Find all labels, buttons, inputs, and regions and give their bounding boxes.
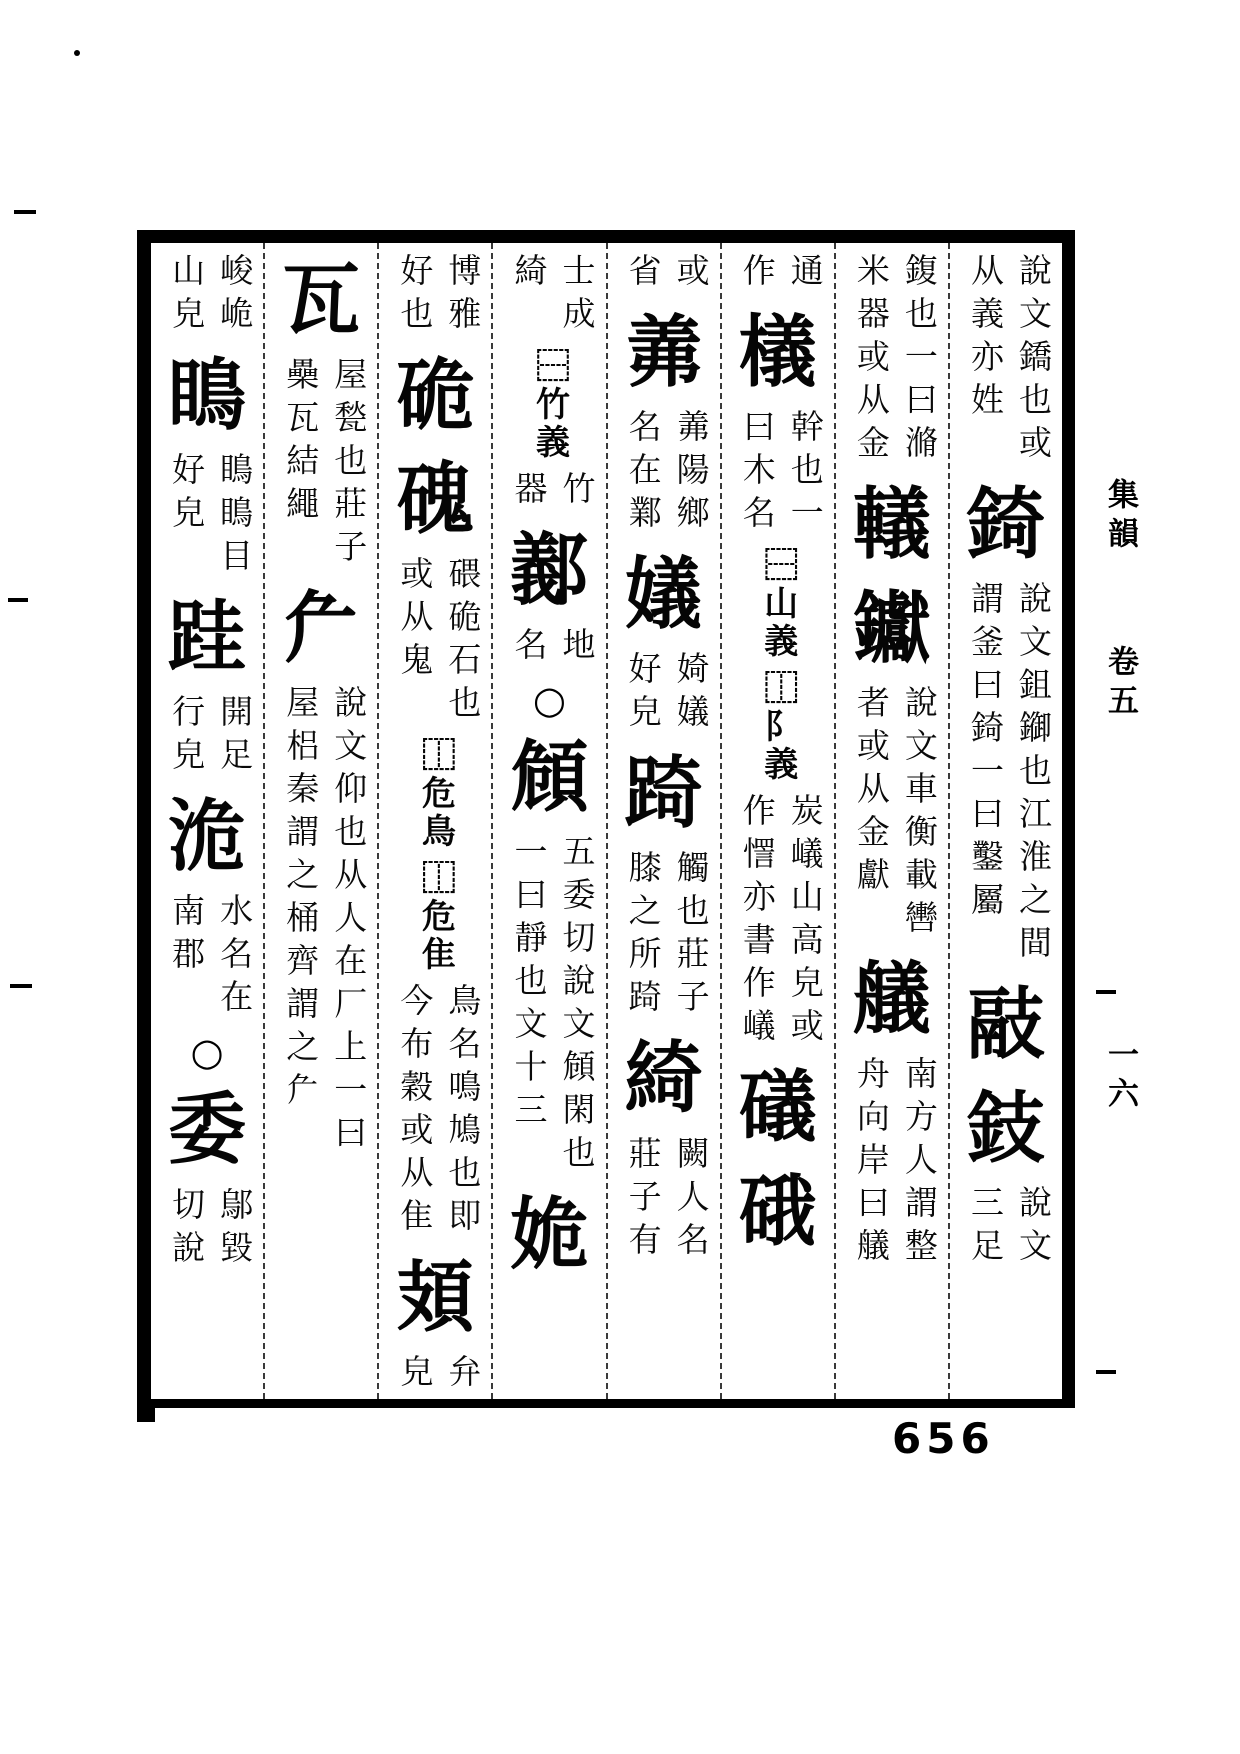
annotation-pair (836, 253, 948, 468)
annotation-left: 今布穀或从隹 (395, 983, 435, 1242)
annotation-left: 器 (509, 471, 549, 514)
headword-char: 礒 (738, 1062, 817, 1154)
annotation-pair (379, 556, 491, 728)
annotation-left: 三足 (965, 1185, 1005, 1272)
annotation-left: 皃 (395, 1354, 435, 1398)
annotation-pair (608, 409, 720, 538)
headword-char: 洈 (168, 791, 247, 883)
annotation-pair (493, 627, 605, 670)
annotation-right: 通 (785, 253, 825, 296)
headword-char: 硊 (396, 350, 475, 441)
annotation-left: 作㦒亦書作嶬 (737, 793, 777, 1052)
annotation-right: 鳥名鳴鳩也即 (443, 983, 483, 1242)
annotation-pair (950, 253, 1062, 468)
border-nub (137, 1406, 155, 1422)
annotation-pair (722, 409, 834, 538)
headword-char: 錡 (966, 479, 1045, 570)
annotation-left: 南郡 (167, 893, 207, 980)
headword-char: 委 (168, 1084, 247, 1176)
annotation-pair (722, 253, 834, 296)
headword-char: 䰙 (966, 979, 1045, 1071)
headword-char: 磈 (396, 454, 475, 546)
headword-char: ⿰危隹 (415, 860, 456, 975)
annotation-left: 米器或从金 (851, 253, 891, 468)
text-column (377, 243, 491, 1399)
annotation-right: 或 (671, 253, 711, 296)
annotation-right: 說文車衡載轡 (899, 685, 939, 944)
text-column (151, 243, 263, 1399)
group-separator-mark: ○ (532, 678, 567, 723)
headword-char: 瞗 (168, 350, 247, 441)
headword-char: 厃 (282, 583, 361, 675)
annotation-left: 好也 (395, 253, 435, 339)
banxin-folio: 一六 (1102, 1038, 1138, 1116)
banxin-dash (1096, 990, 1116, 994)
annotation-left: 名在鄴 (623, 409, 663, 539)
page-number: 656 (892, 1414, 995, 1463)
text-columns-container (151, 243, 1062, 1399)
annotation-left: 舟向岸曰艤 (851, 1056, 891, 1272)
page-border-box (137, 230, 1075, 1408)
annotation-pair (493, 471, 605, 514)
text-column (491, 243, 605, 1399)
annotation-right: 弁 (443, 1354, 483, 1398)
annotation-left: 櫐瓦結繩 (281, 357, 321, 530)
headword-char: 䣡 (510, 525, 589, 616)
margin-mark (14, 210, 36, 214)
headword-char: 綺 (624, 1033, 703, 1125)
banxin-volume: 卷五 (1102, 645, 1138, 723)
banxin-strip (1092, 230, 1148, 1408)
annotation-pair (151, 253, 263, 339)
annotation-right: 鄔毀 (215, 1186, 255, 1273)
annotation-right: 觸也莊子 (671, 850, 711, 1023)
headword-char: 鈘 (966, 1083, 1045, 1175)
annotation-right: 說文仰也从人在厂上一曰 (329, 685, 369, 1159)
annotation-right: 南方人謂整 (899, 1056, 939, 1272)
annotation-left: 山皃 (167, 253, 207, 339)
annotation-left: 膝之所踦 (623, 850, 663, 1023)
annotation-right: 碨硊石也 (443, 556, 483, 729)
margin-mark (8, 598, 28, 602)
annotation-right: 水名在 (215, 893, 255, 1023)
annotation-right: 瞗瞗目 (215, 452, 255, 582)
annotation-left: 作 (737, 253, 777, 296)
annotation-right: 說文鐈也或 (1013, 253, 1053, 468)
annotation-left: 行皃 (167, 694, 207, 781)
headword-char: ⿰阝義 (757, 670, 798, 785)
annotation-pair (151, 893, 263, 1022)
annotation-right: 五委切說文頠閑也 (557, 834, 597, 1179)
text-column (606, 243, 720, 1399)
annotation-right: 說文鉏䥏也江淮之間 (1013, 581, 1053, 969)
headword-char: 轙 (852, 479, 931, 570)
annotation-right: 開足 (215, 694, 255, 781)
headword-char: 姽 (510, 1189, 589, 1281)
headword-char: 踦 (624, 748, 703, 840)
annotation-right: 博雅 (443, 253, 483, 339)
headword-char: ⿱山義 (757, 547, 798, 662)
annotation-pair (151, 694, 263, 780)
annotation-right: 闕人名 (671, 1135, 711, 1265)
annotation-pair (493, 253, 605, 339)
headword-char: 檥 (738, 307, 817, 398)
headword-char: 跬 (168, 592, 247, 684)
annotation-pair (379, 1354, 491, 1397)
annotation-left: 省 (623, 253, 663, 296)
headword-char: 頠 (510, 732, 589, 824)
headword-char: 钀 (852, 583, 931, 675)
annotation-left: 曰木名 (737, 409, 777, 539)
annotation-left: 一曰靜也文十三 (509, 834, 549, 1136)
text-column (263, 243, 377, 1399)
annotation-right: 鍑也一曰滫 (899, 253, 939, 468)
headword-char: 艤 (852, 954, 931, 1046)
annotation-left: 好皃 (167, 452, 207, 539)
annotation-pair (836, 1056, 948, 1271)
annotation-right: 地 (557, 627, 597, 671)
annotation-pair (950, 581, 1062, 968)
annotation-left: 切說 (167, 1186, 207, 1273)
annotation-left: 好皃 (623, 651, 663, 738)
text-column (948, 243, 1062, 1399)
annotation-right: 峻峗 (215, 253, 255, 339)
annotation-pair (608, 651, 720, 737)
annotation-left: 屋梠秦謂之桶齊謂之厃 (281, 685, 321, 1116)
annotation-pair (493, 834, 605, 1178)
annotation-pair (950, 1185, 1062, 1271)
annotation-right: 炭嶬山高皃或 (785, 793, 825, 1052)
banxin-dash (1096, 1370, 1116, 1374)
annotation-pair (836, 685, 948, 943)
headword-char: ⿱竹義 (529, 348, 570, 462)
headword-char: 羛 (624, 307, 703, 398)
annotation-pair (379, 983, 491, 1241)
annotation-right: 士成 (557, 253, 597, 339)
annotation-right: 屋甃也莊子 (329, 357, 369, 573)
annotation-pair (379, 253, 491, 339)
annotation-left: 者或从金獻 (851, 685, 891, 901)
annotation-pair (265, 685, 377, 1158)
text-column (834, 243, 948, 1399)
scan-speck (74, 50, 80, 56)
annotation-pair (265, 357, 377, 572)
annotation-left: 或从鬼 (395, 556, 435, 686)
annotation-left: 謂釜曰錡一曰鑿屬 (965, 581, 1005, 926)
annotation-right: 說文 (1013, 1185, 1053, 1272)
annotation-left: 綺 (509, 253, 549, 296)
headword-char: ⿰危鳥 (415, 737, 456, 852)
annotation-pair (722, 793, 834, 1051)
margin-mark (10, 984, 32, 988)
headword-char: 頍 (396, 1252, 475, 1344)
text-column (720, 243, 834, 1399)
annotation-pair (151, 452, 263, 581)
headword-char: 嬟 (624, 549, 703, 641)
annotation-pair (608, 1136, 720, 1265)
annotation-pair (608, 253, 720, 296)
annotation-right: 幹也一 (785, 409, 825, 539)
annotation-right: 竹 (557, 471, 597, 514)
headword-char: 硪 (738, 1166, 817, 1258)
annotation-left: 从義亦姓 (965, 253, 1005, 425)
annotation-left: 名 (509, 627, 549, 671)
annotation-pair (608, 850, 720, 1022)
annotation-right: 羛陽鄉 (671, 409, 711, 539)
annotation-left: 莊子有 (623, 1135, 663, 1265)
group-separator-mark: ○ (190, 1030, 224, 1075)
headword-char: 瓦 (282, 255, 361, 346)
annotation-right: 婍嬟 (671, 651, 711, 738)
banxin-book-title: 集韻 (1102, 478, 1138, 556)
annotation-pair (151, 1187, 263, 1273)
